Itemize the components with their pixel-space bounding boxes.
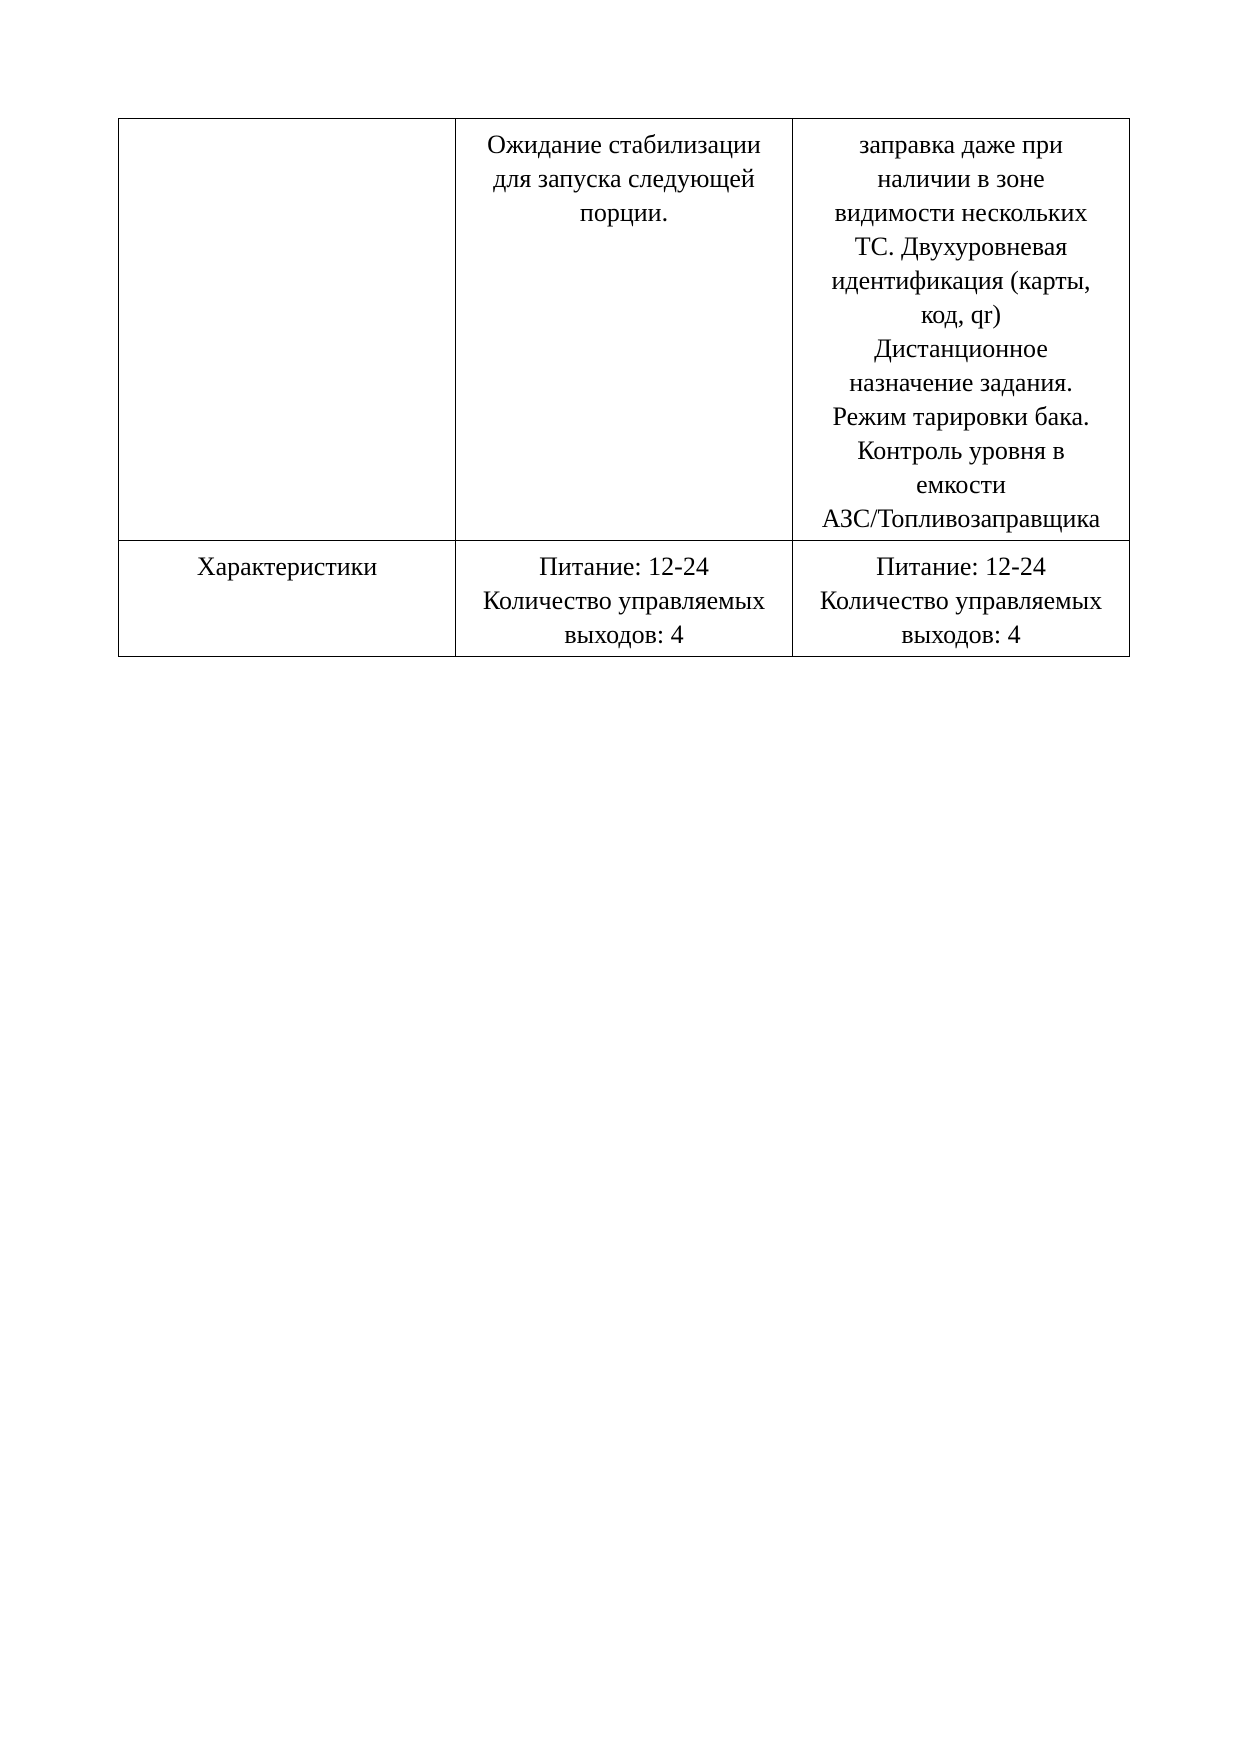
cell-text-line: АЗС/Топливозаправщика: [821, 504, 1101, 533]
cell-text-line: емкости: [916, 470, 1006, 499]
cell-text-line: для запуска следующей: [493, 164, 755, 193]
cell-text-line: идентификация (карты,: [831, 266, 1091, 295]
spec-table: [118, 118, 1130, 657]
cell-text-line: порции.: [579, 198, 669, 227]
table-row: [119, 119, 1130, 541]
cell-text-line: Количество управляемых: [819, 586, 1103, 615]
cell-text-line: Количество управляемых: [482, 586, 766, 615]
table-cell-characteristics-a: [456, 541, 793, 657]
cell-text-line: Ожидание стабилизации: [487, 130, 761, 159]
cell-text-line: Режим тарировки бака.: [832, 402, 1090, 431]
cell-text-line: выходов: 4: [564, 620, 684, 649]
table-cell-characteristics-b: [793, 541, 1130, 657]
table-cell-features: [793, 119, 1130, 541]
table-cell-empty: [119, 119, 456, 541]
cell-text-line: выходов: 4: [901, 620, 1021, 649]
table-row: [119, 541, 1130, 657]
cell-text-line: назначение задания.: [849, 368, 1073, 397]
table-cell-stabilization: [456, 119, 793, 541]
cell-text-line: видимости нескольких: [834, 198, 1088, 227]
cell-text-line: код, qr): [920, 300, 1002, 329]
cell-text-line: Питание: 12-24: [539, 552, 709, 581]
cell-text-line: Контроль уровня в: [857, 436, 1065, 465]
cell-text-line: наличии в зоне: [877, 164, 1045, 193]
cell-text-line: заправка даже при: [859, 130, 1063, 159]
cell-text-line: Дистанционное: [874, 334, 1048, 363]
cell-text-line: Характеристики: [196, 552, 378, 581]
cell-text-line: ТС. Двухуровневая: [854, 232, 1068, 261]
table-cell-characteristics-label: [119, 541, 456, 657]
cell-text-line: Питание: 12-24: [876, 552, 1046, 581]
